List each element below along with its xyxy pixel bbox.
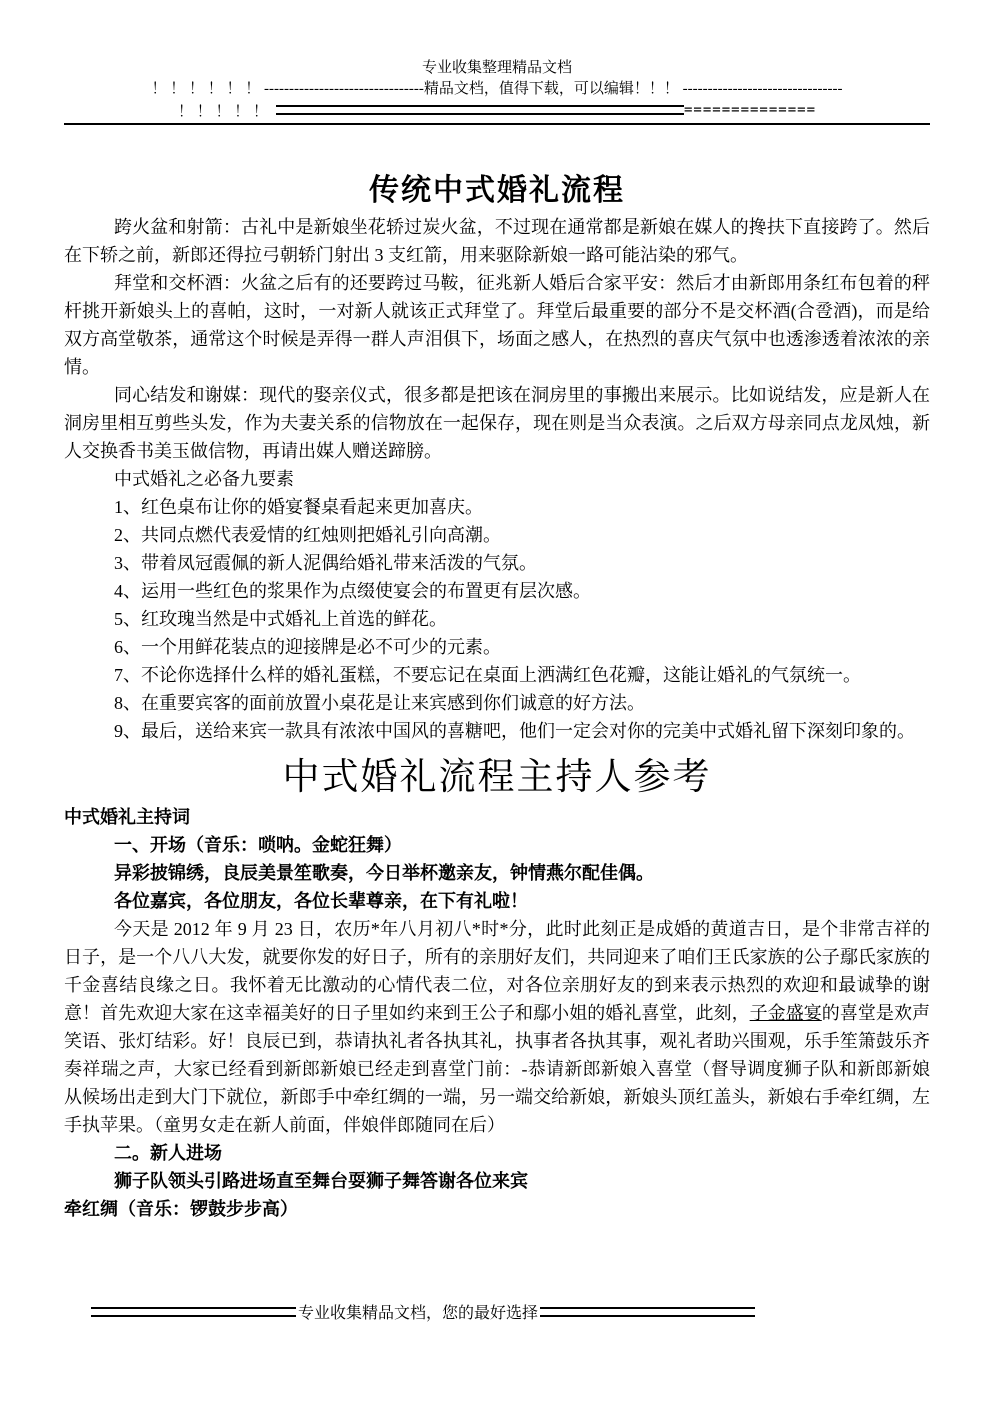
header-note-line1: 专业收集整理精品文档 — [421, 60, 572, 76]
paragraph-tongxin: 同心结发和谢媒：现代的娶亲仪式，很多都是把该在洞房里的事搬出来展示。比如说结发，应是新人在洞房里相互剪些头发，作为夫妻关系的信物放在一起保存，现在则是当众表演。之后双方母亲同点龙凤烛，新人交换香书美玉做信物，再请出媒人赠送蹄膀。 — [64, 385, 930, 461]
header-divider — [64, 123, 930, 125]
footer-note — [91, 1300, 755, 1323]
host-main-part2: 的喜堂是欢声笑语、张灯结彩。好！良辰已到，恭请执礼者各执其礼，执事者各执其事，观礼者助兴围观，乐手笙箫鼓乐齐奏祥瑞之声，大家已经看到新郎新娘已经走到喜堂门前：-恭请新郎新娘入喜堂（督导调度狮子队和新郎新娘从候场出走到大门下就位，新郎手中牵红绸的一端，另一端交给新娘，新娘头顶红盖头，新娘右手牵红绸，左手执苹果。（童男女走在新人前面，伴娘伴郎随同在后） — [64, 1003, 931, 1135]
page-title: 传统中式婚礼流程 — [369, 174, 625, 207]
double-line-rule — [276, 105, 684, 115]
host-script-heading: 中式婚礼主持词 — [64, 807, 190, 827]
paragraph-baitang: 拜堂和交杯酒：火盆之后有的还要跨过马鞍，征兆新人婚后合家平安：然后才由新郎用条红布包着的秤杆挑开新娘头上的喜帕，这时，一对新人就该正式拜堂了。拜堂后最重要的部分不是交杯酒(合卺酒)，而是给双方高堂敬茶，通常这个时候是弄得一群人声泪俱下，场面之感人，在热烈的喜庆气氛中也透渗透着浓浓的亲情。 — [64, 273, 930, 377]
header-note — [64, 58, 930, 125]
list-item: 9、最后，送给来宾一款具有浓浓中国风的喜糖吧，他们一定会对你的完美中式婚礼留下深刻印象的。 — [114, 721, 915, 741]
list-item: 7、不论你选择什么样的婚礼蛋糕，不要忘记在桌面上洒满红色花瓣，这能让婚礼的气氛统一。 — [114, 665, 861, 685]
host-scene2-line: 二。新人进场 — [114, 1143, 222, 1163]
host-lion-line: 狮子队领头引路进场直至舞台耍狮子舞答谢各位来宾 — [114, 1171, 528, 1191]
host-opening-line: 一、开场（音乐：唢呐。金蛇狂舞） — [114, 835, 402, 855]
host-main-underlined: 子金盛宴 — [749, 1003, 822, 1023]
host-main-part1: 今天是 2012 年 9 月 23 日，农历*年八月初八*时*分，此时此刻正是成婚的黄道吉日，是个非常吉祥的日子，是一个八八大发，就要你发的好日子，所有的亲朋好友们，共同迎来了咱们王氏家族的公子鄢氏家族的千金喜结良缘之日。我怀着无比激动的心情代表二位，对各位亲朋好友的到来表示热烈的欢迎和最诚挚的谢意！首先欢迎大家在这幸福美好的日子里如约来到王公子和鄢小姐的婚礼喜堂，此刻， — [64, 919, 930, 1023]
header-note-line3 — [64, 102, 930, 118]
essentials-title: 中式婚礼之必备九要素 — [114, 469, 294, 489]
host-greeting-line: 各位嘉宾，各位朋友，各位长辈尊亲，在下有礼啦！ — [114, 891, 528, 911]
list-item: 4、运用一些红色的浆果作为点缀使宴会的布置更有层次感。 — [114, 581, 591, 601]
host-main-paragraph — [64, 915, 930, 1139]
footer-double-line-right — [540, 1307, 755, 1317]
list-item: 3、带着凤冠霞佩的新人泥偶给婚礼带来活泼的气氛。 — [114, 553, 537, 573]
host-silk-line: 牵红绸（音乐：锣鼓步步高） — [64, 1199, 298, 1219]
footer-text: 专业收集精品文档，您的最好选择 — [298, 1305, 539, 1322]
intro-section — [64, 213, 930, 745]
host-script-section — [64, 803, 930, 1223]
section-title-host-reference: 中式婚礼流程主持人参考 — [282, 757, 712, 798]
list-item: 6、一个用鲜花装点的迎接牌是必不可少的元素。 — [114, 637, 501, 657]
list-item: 8、在重要宾客的面前放置小桌花是让来宾感到你们诚意的好方法。 — [114, 693, 645, 713]
header-note-line2: ！ ！ ！ ！ ！ ！ --------------------------------精品文档，值得下载，可以编辑！！！ -------------------------------- — [151, 81, 843, 97]
paragraph-brazier: 跨火盆和射箭：古礼中是新娘坐花轿过炭火盆，不过现在通常都是新娘在媒人的搀扶下直接跨了。然后在下轿之前，新郎还得拉弓朝轿门射出 3 支红箭，用来驱除新娘一路可能沾染的邪气。 — [64, 217, 930, 265]
list-item: 1、红色桌布让你的婚宴餐桌看起来更加喜庆。 — [114, 497, 483, 517]
host-verse-line: 异彩披锦绣，良辰美景笙歌奏，今日举杯邀亲友，钟情燕尔配佳偶。 — [114, 863, 654, 883]
list-item: 5、红玫瑰当然是中式婚礼上首选的鲜花。 — [114, 609, 447, 629]
header-exclamations: ！ ！ ！ ！ ！ — [177, 103, 268, 120]
header-equals: ============== — [684, 102, 817, 118]
footer-double-line-left — [91, 1307, 296, 1317]
list-item: 2、共同点燃代表爱情的红烛则把婚礼引向高潮。 — [114, 525, 501, 545]
